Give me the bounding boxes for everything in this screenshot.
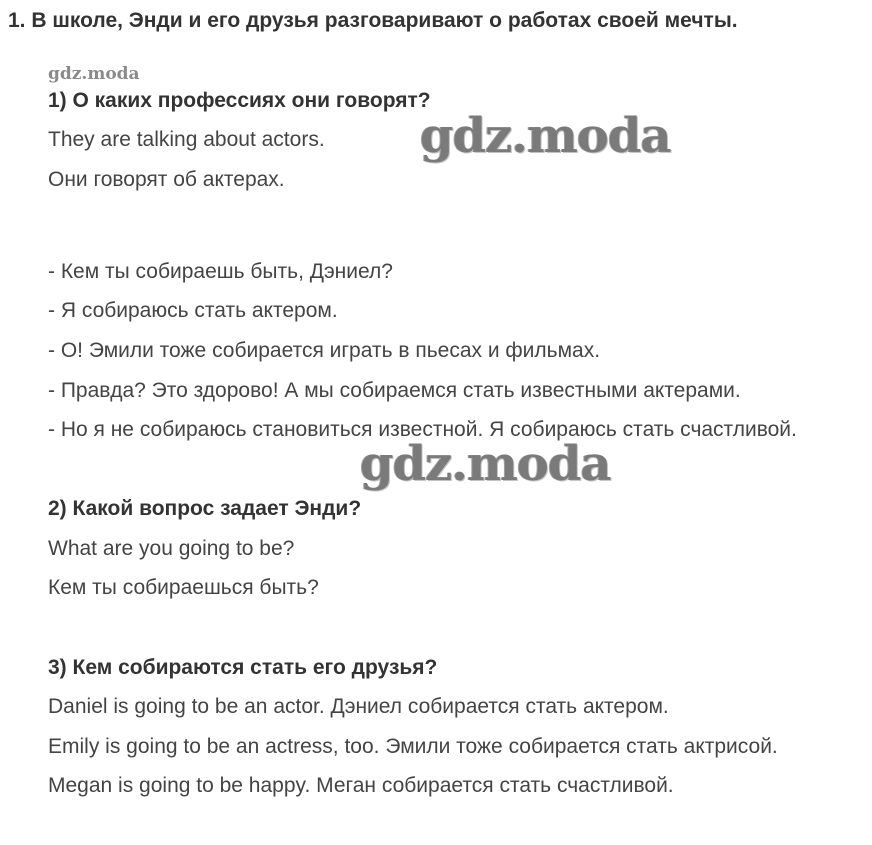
dialogue-line: - Кем ты собираешь быть, Дэниел?	[48, 260, 393, 283]
question-2-answer-en: What are you going to be?	[48, 537, 295, 560]
question-1-answer-ru: Они говорят об актерах.	[48, 168, 285, 191]
question-3-answer: Daniel is going to be an actor. Дэниел собирается стать актером.	[48, 695, 669, 718]
question-2-heading: 2) Какой вопрос задает Энди?	[48, 497, 362, 520]
task-title: 1. В школе, Энди и его друзья разговаривают о работах своей мечты.	[8, 9, 738, 32]
question-2-answer-ru: Кем ты собираешься быть?	[48, 576, 319, 599]
dialogue-line: - Но я не собираюсь становиться известной. Я собираюсь стать счастливой.	[48, 418, 797, 441]
watermark-logo: gdz.moda	[360, 436, 611, 492]
question-3-heading: 3) Кем собираются стать его друзья?	[48, 656, 438, 679]
dialogue-line: - Правда? Это здорово! А мы собираемся стать известными актерами.	[48, 379, 741, 402]
question-1-answer-en: They are talking about actors.	[48, 128, 325, 151]
watermark-logo: gdz.moda	[420, 108, 671, 164]
question-3-answer: Megan is going to be happy. Меган собирается стать счастливой.	[48, 774, 674, 797]
dialogue-line: - Я собираюсь стать актером.	[48, 299, 338, 322]
dialogue-line: - О! Эмили тоже собирается играть в пьесах и фильмах.	[48, 339, 601, 362]
question-1-heading: 1) О каких профессиях они говорят?	[48, 89, 431, 112]
watermark-small: gdz.moda	[48, 64, 140, 84]
question-3-answer: Emily is going to be an actress, too. Эмили тоже собирается стать актрисой.	[48, 735, 778, 758]
